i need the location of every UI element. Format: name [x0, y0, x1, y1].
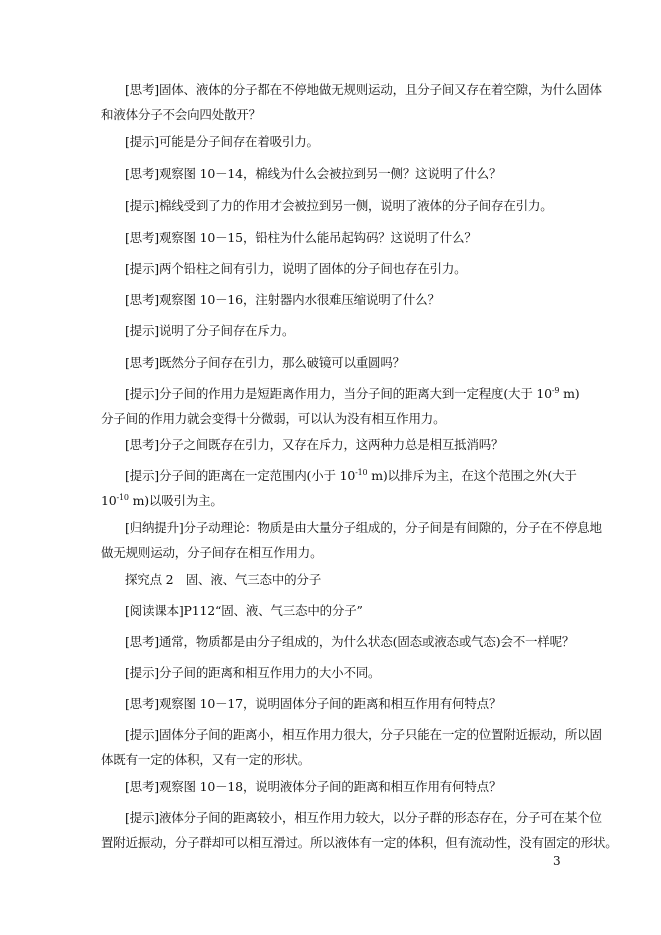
paragraph-think-5	[101, 350, 561, 375]
text-line: [提示]分子间的作用力是短距离作用力，当分子间的距离大到一定程度(大于 $10^{-9}$ m)	[125, 385, 580, 401]
paragraph-think-9	[101, 774, 561, 799]
text-line: 和液体分子不会向四处散开？	[101, 107, 261, 122]
text-line: 体既有一定的体积，又有一定的形状。	[101, 752, 311, 767]
text-line: [思考]既然分子间存在引力，那么破镜可以重圆吗？	[125, 355, 405, 370]
section-heading	[101, 567, 561, 592]
paragraph-hint-3	[101, 256, 561, 281]
page-number: 3	[553, 854, 561, 868]
paragraph-hint-1	[101, 129, 561, 154]
paragraph-think-3	[101, 225, 561, 250]
text-line: [归纳提升]分子动理论：物质是由大量分子组成的，分子间是有间隙的，分子在不停息地	[125, 520, 602, 535]
text-line: 置附近振动，分子群却可以相互滑过。所以液体有一定的体积，但有流动性，没有固定的形状。	[101, 835, 618, 850]
text-line: [思考]分子之间既存在引力，又存在斥力，这两种力总是相互抵消吗？	[125, 437, 504, 452]
paragraph-hint-9	[101, 805, 618, 855]
text-line: [提示]分子间的距离和相互作用力的大小不同。	[125, 665, 381, 680]
text-line: [思考]观察图 10－18，说明液体分子间的距离和相互作用有何特点？	[125, 779, 502, 794]
text-line: [思考]观察图 10－15，铅柱为什么能吊起钩码？这说明了什么？	[125, 230, 477, 245]
text-line: [提示]棉线受到了力的作用才会被拉到另一侧，说明了液体的分子间存在引力。	[125, 198, 553, 213]
text-line: 做无规则运动，分子间存在相互作用力。	[101, 545, 323, 560]
paragraph-reading	[101, 598, 561, 623]
paragraph-hint-4	[101, 318, 561, 343]
paragraph-hint-2	[101, 193, 561, 218]
text-line: [提示]固体分子间的距离小，相互作用力很大，分子只能在一定的位置附近振动，所以固	[125, 727, 602, 742]
paragraph-think-7	[101, 629, 575, 654]
text-line: [思考]通常，物质都是由分子组成的，为什么状态(固态或液态或气态)会不一样呢？	[125, 634, 575, 649]
text-line: [思考]固体、液体的分子都在不停地做无规则运动，且分子间又存在着空隙，为什么固体	[125, 82, 602, 97]
paragraph-hint-8	[101, 722, 602, 772]
paragraph-hint-7	[101, 660, 561, 685]
text-line: [提示]两个铅柱之间有引力，说明了固体的分子间也存在引力。	[125, 261, 467, 276]
text-line: [思考]观察图 10－17，说明固体分子间的距离和相互作用有何特点？	[125, 696, 502, 711]
paragraph-hint-5	[101, 381, 580, 431]
text-line: [提示]分子间的距离在一定范围内(小于 $10^{-10}$ m)以排斥为主，在这个范围之外(大于	[125, 467, 577, 483]
paragraph-think-8	[101, 691, 561, 716]
paragraph-think-6	[101, 432, 561, 457]
text-line: [阅读课本]P112“固、液、气三态中的分子”	[125, 603, 363, 618]
text-line: [思考]观察图 10－14，棉线为什么会被拉到另一侧？这说明了什么？	[125, 166, 502, 181]
text-line: [提示]液体分子间的距离较小，相互作用力较大，以分子群的形态存在，分子可在某个位	[125, 810, 602, 825]
paragraph-think-1	[101, 77, 602, 127]
text-line: [提示]可能是分子间存在着吸引力。	[125, 134, 319, 149]
text-line: 探究点 2 固、液、气三态中的分子	[125, 572, 322, 587]
text-line: [思考]观察图 10－16，注射器内水很难压缩说明了什么？	[125, 292, 440, 307]
text-line: $10^{-10}$ m)以吸引为主。	[101, 492, 223, 508]
paragraph-hint-6	[101, 463, 577, 513]
paragraph-think-4	[101, 287, 561, 312]
paragraph-summary	[101, 515, 602, 565]
paragraph-think-2	[101, 161, 561, 186]
text-line: 分子间的作用力就会变得十分微弱，可以认为没有相互作用力。	[101, 411, 446, 426]
text-line: [提示]说明了分子间存在斥力。	[125, 323, 295, 338]
